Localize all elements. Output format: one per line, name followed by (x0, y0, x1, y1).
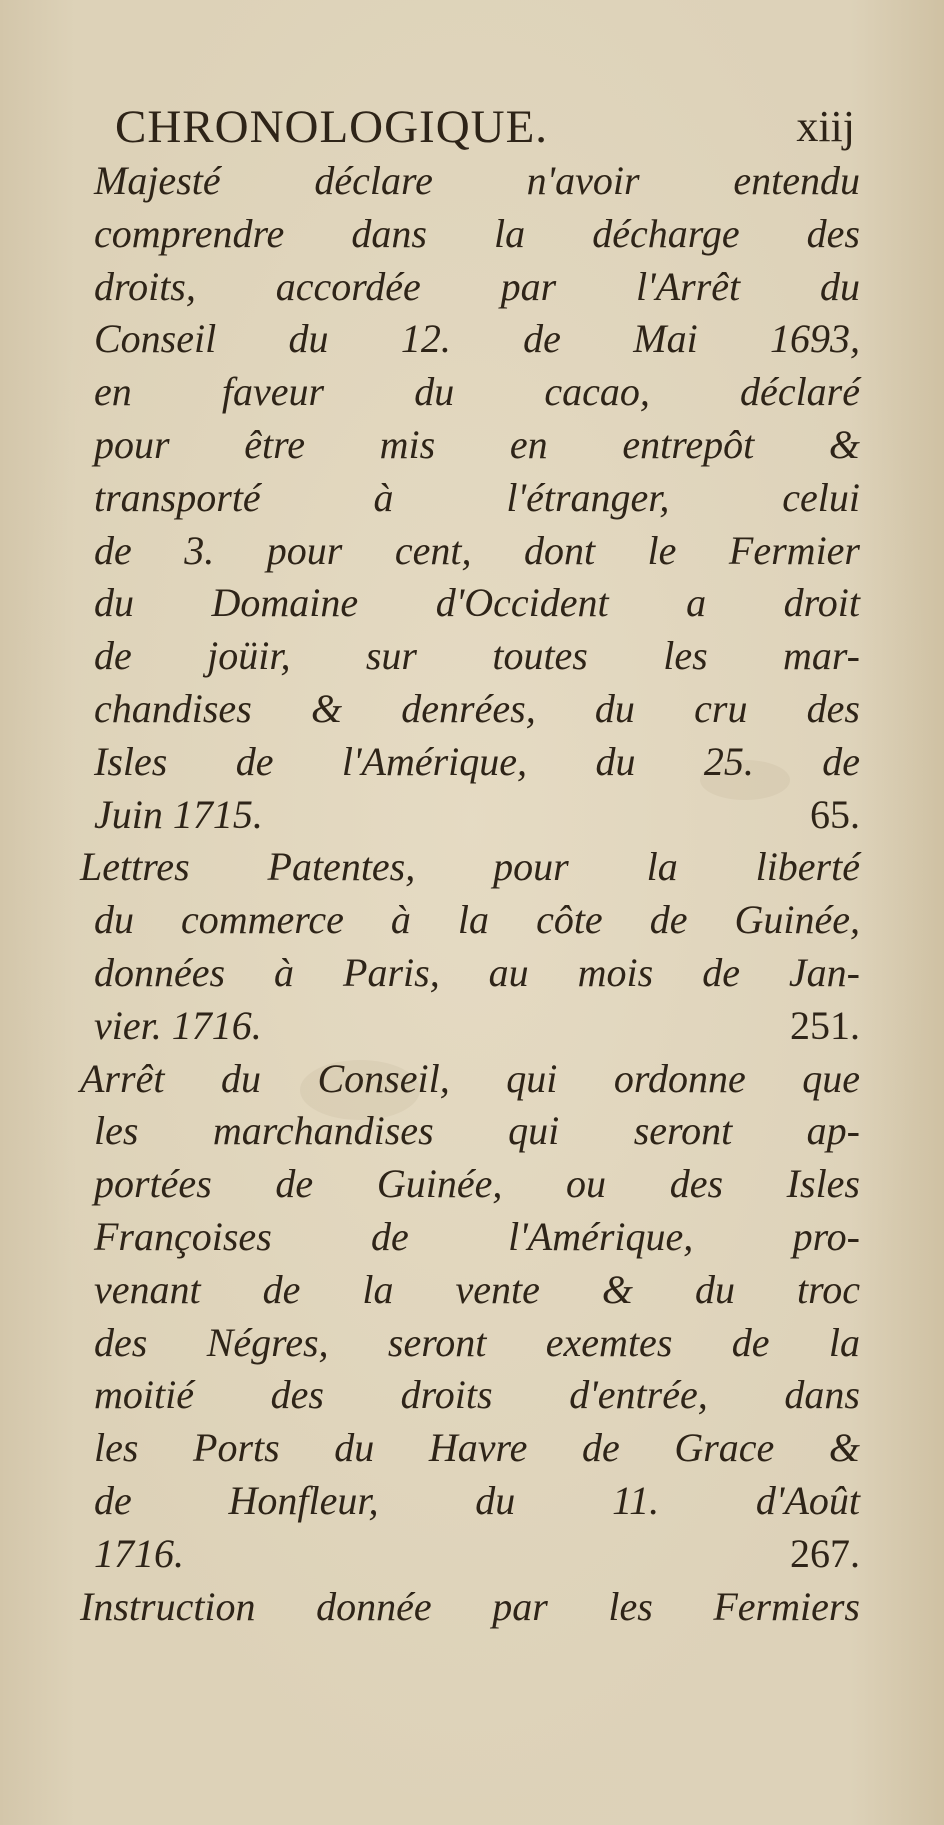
text-line: Majesté déclare n'avoir entendu (94, 158, 860, 203)
entry-heading-line: Instruction donnée par les Fermiers (80, 1583, 860, 1629)
table-entry (80, 155, 860, 841)
text-line: de joüir, sur toutes les mar- (94, 633, 860, 679)
text-line: moitié des droits d'entrée, dans (94, 1372, 860, 1418)
entry-heading-line: Lettres Patentes, pour la liberté (80, 844, 860, 890)
text-line: venant de la vente & du troc (94, 1266, 860, 1312)
entry-date: 1716. (94, 1530, 184, 1576)
text-line: de Honfleur, du 11. d'Août (94, 1477, 860, 1523)
text-line: transporté à l'étranger, celui (94, 474, 860, 520)
entry-date: Juin 1715. (94, 791, 263, 837)
entry-final-line (80, 1528, 860, 1581)
page-header (115, 95, 855, 159)
text-line: Conseil du 12. de Mai 1693, (94, 316, 860, 362)
entry-date: vier. 1716. (94, 1002, 262, 1048)
entry-final-line (80, 789, 860, 842)
text-line: comprendre dans la décharge des (94, 210, 860, 256)
entry-final-line (80, 1000, 860, 1053)
text-line: les marchandises qui seront ap- (94, 1108, 860, 1154)
chronological-table-text (80, 155, 860, 1633)
table-entry (80, 1053, 860, 1581)
page-reference: 65. (810, 791, 860, 837)
text-line: Françoises de l'Amérique, pro- (94, 1213, 860, 1259)
text-line: de 3. pour cent, dont le Fermier (94, 527, 860, 573)
text-line: Isles de l'Amérique, du 25. de (94, 738, 860, 784)
text-line: pour être mis en entrepôt & (94, 421, 860, 467)
table-entry (80, 841, 860, 1052)
entry-heading-line: Arrêt du Conseil, qui ordonne que (80, 1055, 860, 1101)
text-line: chandises & denrées, du cru des (94, 685, 860, 731)
text-line: en faveur du cacao, déclaré (94, 369, 860, 415)
table-entry (80, 1581, 860, 1634)
text-line: du commerce à la côte de Guinée, (94, 897, 860, 943)
text-line: droits, accordée par l'Arrêt du (94, 263, 860, 309)
text-line: les Ports du Havre de Grace & (94, 1425, 860, 1471)
text-line: données à Paris, au mois de Jan- (94, 949, 860, 995)
running-title: CHRONOLOGIQUE. (115, 101, 549, 153)
page-number: xiij (796, 102, 855, 151)
page-reference: 251. (790, 1002, 860, 1048)
text-line: du Domaine d'Occident a droit (94, 580, 860, 626)
text-line: portées de Guinée, ou des Isles (94, 1161, 860, 1207)
text-line: des Négres, seront exemtes de la (94, 1319, 860, 1365)
page-reference: 267. (790, 1530, 860, 1576)
